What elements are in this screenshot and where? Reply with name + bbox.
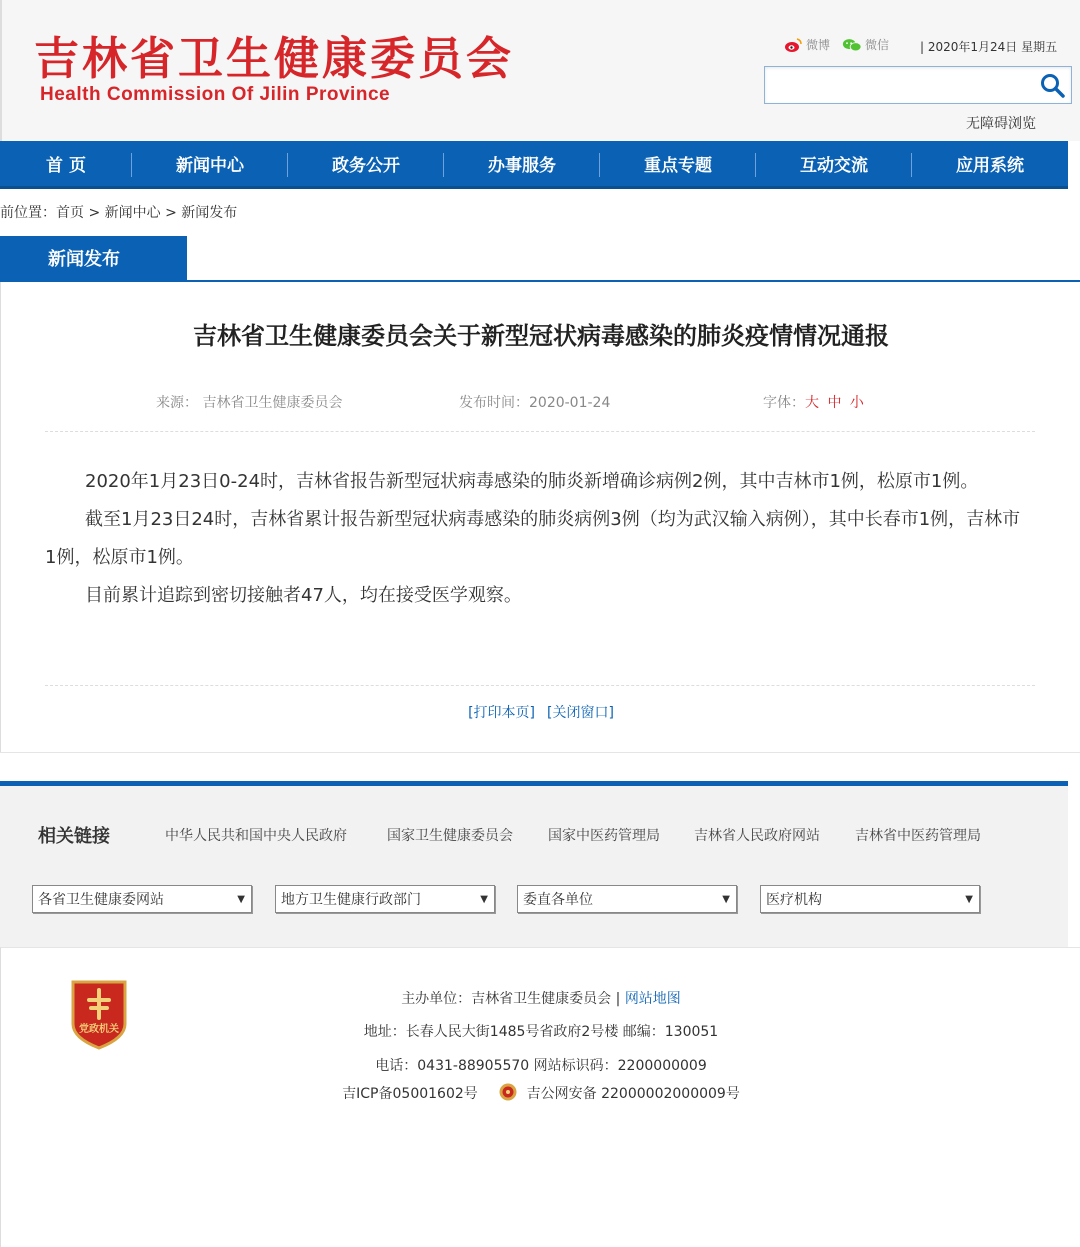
site-logo-en[interactable]: Health Commission Of Jilin Province [40, 84, 391, 105]
search-input[interactable] [765, 67, 1025, 103]
paragraph: 目前累计追踪到密切接触者47人，均在接受医学观察。 [85, 585, 522, 606]
breadcrumb-news-center[interactable]: 新闻中心 [104, 205, 161, 221]
print-button[interactable]: [打印本页] [468, 705, 535, 721]
footer-sponsor: 主办单位：吉林省卫生健康委员会 [401, 991, 612, 1007]
body-divider [45, 685, 1035, 686]
breadcrumb [0, 202, 237, 222]
footer-address: 地址：长春人民大街1485号省政府2号楼 邮编：130051 [363, 1024, 719, 1040]
site-header [0, 0, 1080, 141]
select-affiliated-units[interactable]: 委直各单位 ▼ [517, 885, 737, 913]
accessibility-link[interactable]: 无障碍浏览 [966, 116, 1036, 132]
nav-item-news[interactable]: 新闻中心 [132, 141, 288, 186]
sitemap-link[interactable]: 网站地图 [624, 991, 681, 1007]
svg-text:党政机关: 党政机关 [79, 1024, 119, 1035]
breadcrumb-current[interactable]: 新闻发布 [181, 205, 238, 221]
select-provincial-health-sites[interactable]: 各省卫生健康委网站 ▼ [32, 885, 252, 913]
footer-sponsor-line [1, 988, 1080, 1008]
search-icon[interactable] [1039, 72, 1067, 100]
paragraph: 截至1月23日24时，吉林省累计报告新型冠状病毒感染的肺炎病例3例（均为武汉输入病例），其中长春市1例，吉林市1例，松原市1例。 [45, 509, 1021, 568]
paragraph: 2020年1月23日0-24时，吉林省报告新型冠状病毒感染的肺炎新增确诊病例2例，其中吉林市1例，松原市1例。 [85, 471, 979, 492]
nav-item-apps[interactable]: 应用系统 [956, 156, 1024, 176]
article [0, 282, 1080, 752]
main-nav [0, 141, 1068, 189]
link-national-health-commission[interactable]: 国家卫生健康委员会 [387, 828, 513, 844]
footer-phone: 电话：0431-88905570 网站标识码：2200000009 [375, 1058, 707, 1074]
link-tcm-administration[interactable]: 国家中医药管理局 [548, 828, 660, 844]
wechat-label: 微信 [865, 38, 890, 52]
dropdown-arrow-icon: ▼ [480, 893, 488, 905]
wechat-link[interactable] [842, 36, 889, 53]
breadcrumb-sep: > [84, 205, 105, 221]
nav-item-government-affairs[interactable]: 政务公开 [288, 141, 444, 186]
select-local-health-departments[interactable]: 地方卫生健康行政部门 ▼ [275, 885, 495, 913]
search-box [764, 66, 1072, 104]
weibo-icon [783, 37, 803, 53]
link-central-government[interactable]: 中华人民共和国中央人民政府 [165, 828, 347, 844]
nav-item-home[interactable]: 首 页 [0, 141, 132, 186]
article-title: 吉林省卫生健康委员会关于新型冠状病毒感染的肺炎疫情情况通报 [193, 322, 889, 350]
related-links-title: 相关链接 [38, 826, 110, 847]
article-source: 来源： 吉林省卫生健康委员会 [156, 395, 343, 411]
site-logo-cn[interactable]: 吉林省卫生健康委员会 [34, 32, 515, 85]
site-footer [0, 947, 1080, 1247]
related-links [0, 781, 1068, 947]
nav-item-interaction[interactable]: 互动交流 [756, 141, 912, 186]
icp-record-link[interactable]: 吉ICP备05001602号 [342, 1086, 478, 1102]
article-publish-time: 发布时间：2020-01-24 [459, 395, 611, 411]
footer-registration [1, 1082, 1080, 1103]
section-tab[interactable]: 新闻发布 [0, 236, 187, 280]
footer-sep: | [611, 991, 625, 1007]
breadcrumb-sep: > [160, 205, 182, 221]
nav-item-topics[interactable]: 重点专题 [600, 141, 756, 186]
police-record-link[interactable]: 吉公网安备 22000002000009号 [526, 1086, 740, 1102]
article-body [45, 463, 1025, 615]
meta-divider [45, 431, 1035, 432]
select-medical-institutions[interactable]: 医疗机构 ▼ [760, 885, 980, 913]
breadcrumb-prefix: 前位置： [0, 205, 56, 221]
link-jilin-tcm[interactable]: 吉林省中医药管理局 [855, 828, 981, 844]
wechat-icon [842, 37, 862, 53]
article-tools [1, 702, 1080, 722]
current-date: | 2020年1月24日 星期五 [920, 40, 1058, 54]
font-size-label: 字体： [763, 395, 805, 411]
link-jilin-government[interactable]: 吉林省人民政府网站 [694, 828, 820, 844]
breadcrumb-home[interactable]: 首页 [56, 205, 84, 221]
weibo-link[interactable] [783, 36, 830, 53]
nav-item-services[interactable]: 办事服务 [444, 141, 600, 186]
police-emblem-icon [498, 1082, 518, 1102]
dropdown-arrow-icon: ▼ [722, 893, 730, 905]
dropdown-arrow-icon: ▼ [237, 893, 245, 905]
weibo-label: 微博 [806, 38, 831, 52]
font-size-control [763, 392, 866, 412]
close-window-button[interactable]: [关闭窗口] [547, 705, 614, 721]
dropdown-arrow-icon: ▼ [965, 893, 973, 905]
content-bottom-divider [0, 752, 1080, 753]
font-size-options[interactable]: 大 中 小 [805, 395, 866, 411]
